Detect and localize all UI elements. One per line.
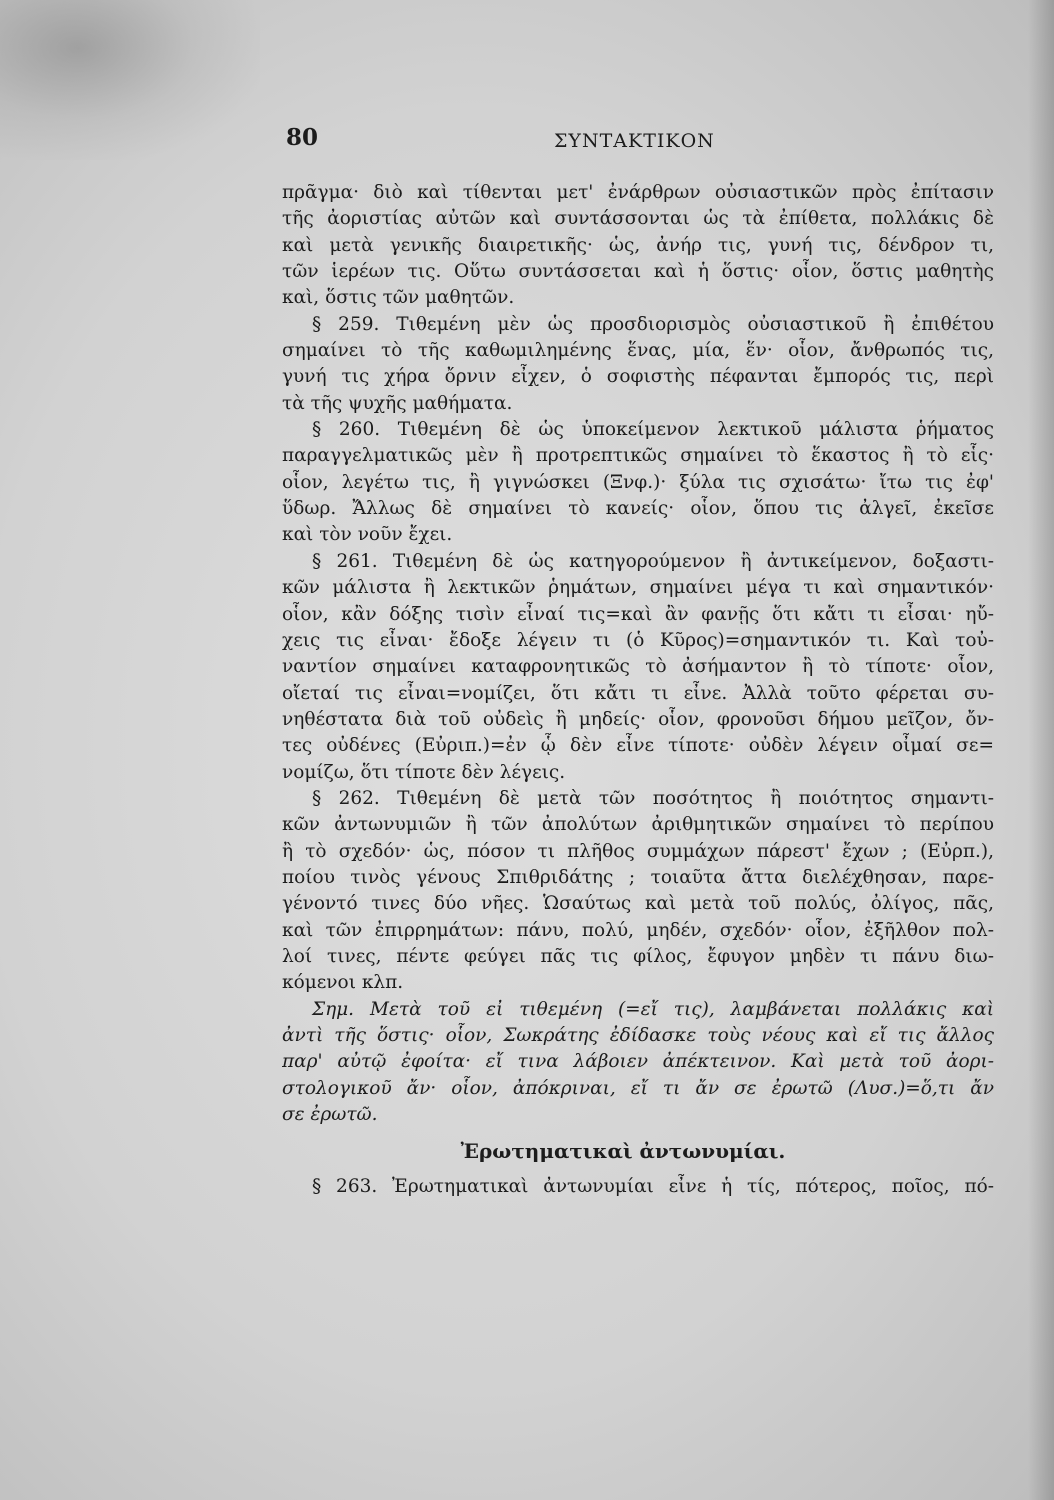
body-line: λοί τινες, πέντε φεύγει πᾶς τις φίλος, ἔφυγον μηδὲν τι πάνυ διω- — [282, 945, 994, 967]
body-line: τὰ τῆς ψυχῆς μαθήματα. — [282, 392, 513, 414]
body-line: οἴεταί τις εἶναι=νομίζει, ὅτι κἄτι τι εἶνε. Ἀλλὰ τοῦτο φέρεται συ- — [282, 682, 994, 704]
body-line: ποίου τινὸς γένους Σπιθριδάτης ; τοιαῦτα ἄττα διελέχθησαν, παρε- — [282, 866, 994, 888]
body-line: τῶν ἱερέων τις. Οὕτω συντάσσεται καὶ ἡ ὅστις· οἷον, ὅστις μαθητὴς — [282, 261, 994, 283]
body-line: χεις τις εἶναι· ἔδοξε λέγειν τι (ὁ Κῦρος)=σημαντικόν τι. Καὶ τοὐ- — [282, 629, 994, 651]
text-block — [282, 180, 994, 1201]
note-line: στολογικοῦ ἄν· οἷον, ἀπόκριναι, εἴ τι ἄν σε ἐρωτῶ (Λυσ.)=ὅ,τι ἄν — [282, 1077, 994, 1099]
page-number: 80 — [286, 124, 319, 151]
body-line: κῶν μάλιστα ἢ λεκτικῶν ῥημάτων, σημαίνει μέγα τι καὶ σημαντικόν· — [282, 577, 994, 599]
body-line: καὶ μετὰ γενικῆς διαιρετικῆς· ὡς, ἀνήρ τις, γυνή τις, δένδρον τι, — [282, 234, 994, 256]
body-line: ἢ τὸ σχεδόν· ὡς, πόσον τι πλῆθος συμμάχων πάρεστ' ἔχων ; (Εὐρπ.), — [282, 840, 994, 862]
body-line: ὕδωρ. Ἄλλως δὲ σημαίνει τὸ κανείς· οἷον, ὅπου τις ἀλγεῖ, ἐκεῖσε — [282, 498, 994, 520]
section-259-line: § 259. Τιθεμένη μὲν ὡς προσδιορισμὸς οὐσιαστικοῦ ἢ ἐπιθέτου — [312, 313, 994, 335]
body-line: τες οὐδένες (Εὐριπ.)=ἐν ᾧ δὲν εἶνε τίποτε· οὐδὲν λέγειν οἶμαί σε= — [282, 735, 994, 757]
body-line: κόμενοι κλπ. — [282, 972, 404, 994]
body-line: οἷον, κἂν δόξης τισὶν εἶναί τις=καὶ ἂν φανῇς ὅτι κἄτι τι εἶσαι· ηὔ- — [282, 603, 994, 625]
body-line: ναντίον σημαίνει καταφρονητικῶς τὸ ἀσήμαντον ἢ τὸ τίποτε· οἷον, — [282, 656, 994, 678]
body-line: σημαίνει τὸ τῆς καθωμιλημένης ἕνας, μία, ἕν· οἷον, ἄνθρωπός τις, — [282, 340, 994, 362]
body-line: καὶ, ὅστις τῶν μαθητῶν. — [282, 287, 515, 309]
body-line: οἷον, λεγέτω τις, ἢ γιγνώσκει (Ξνφ.)· ξύλα τις σχισάτω· ἴτω τις ἐφ' — [282, 471, 994, 493]
section-262-line: § 262. Τιθεμένη δὲ μετὰ τῶν ποσότητος ἢ ποιότητος σημαντι- — [312, 787, 994, 809]
body-line: γένοντό τινες δύο νῆες. Ὡσαύτως καὶ μετὰ τοῦ πολύς, ὀλίγος, πᾶς, — [282, 893, 994, 915]
section-263-line: § 263. Ἐρωτηματικαὶ ἀντωνυμίαι εἶνε ἡ τίς, πότερος, ποῖος, πό- — [312, 1176, 994, 1198]
body-line: πρᾶγμα· διὸ καὶ τίθενται μετ' ἐνάρθρων οὐσιαστικῶν πρὸς ἐπίτασιν — [282, 182, 994, 203]
note-line: παρ' αὐτῷ ἐφοίτα· εἴ τινα λάβοιεν ἀπέκτεινον. Καὶ μετὰ τοῦ ἀορι- — [282, 1051, 994, 1073]
body-line: κῶν ἀντωνυμιῶν ἢ τῶν ἀπολύτων ἀριθμητικῶν σημαίνει τὸ περίπου — [282, 814, 994, 836]
body-line: νηθέστατα διὰ τοῦ οὐδεὶς ἢ μηδείς· οἷον, φρονοῦσι δήμου μεῖζον, ὄν- — [282, 708, 994, 730]
section-260-line: § 260. Τιθεμένη δὲ ὡς ὑποκείμενον λεκτικοῦ μάλιστα ῥήματος — [312, 419, 994, 441]
note-line: σε ἐρωτῶ. — [282, 1104, 378, 1126]
page-stain — [0, 0, 260, 160]
body-line: γυνή τις χήρα ὄρνιν εἶχεν, ὁ σοφιστὴς πέφανται ἔμπορός τις, περὶ — [282, 366, 994, 388]
page-edge-shadow — [1028, 0, 1054, 1500]
body-line: νομίζω, ὅτι τίποτε δὲν λέγεις. — [282, 761, 566, 783]
body-line: παραγγελματικῶς μὲν ἢ προτρεπτικῶς σημαίνει τὸ ἕκαστος ἢ τὸ εἷς· — [282, 445, 994, 467]
note-line: ἀντὶ τῆς ὅστις· οἷον, Σωκράτης ἐδίδασκε τοὺς νέους καὶ εἴ τις ἄλλος — [282, 1025, 994, 1046]
note-line: Σημ. Μετὰ τοῦ εἰ τιθεμένη (=εἴ τις), λαμβάνεται πολλάκις καὶ — [312, 998, 994, 1020]
body-line: τῆς ἀοριστίας αὐτῶν καὶ συντάσσονται ὡς τὰ ἐπίθετα, πολλάκις δὲ — [282, 208, 994, 230]
running-head: ΣΥΝΤΑΚΤΙΚΟΝ — [554, 130, 715, 152]
section-261-line: § 261. Τιθεμένη δὲ ὡς κατηγορούμενον ἢ ἀντικείμενον, δοξαστι- — [312, 550, 994, 572]
body-line: καὶ τὸν νοῦν ἔχει. — [282, 524, 453, 546]
section-heading: Ἐρωτηματικαὶ ἀντωνυμίαι. — [460, 1139, 786, 1164]
body-line: καὶ τῶν ἐπιρρημάτων: πάνυ, πολύ, μηδέν, σχεδόν· οἷον, ἐξῆλθον πολ- — [282, 919, 994, 941]
